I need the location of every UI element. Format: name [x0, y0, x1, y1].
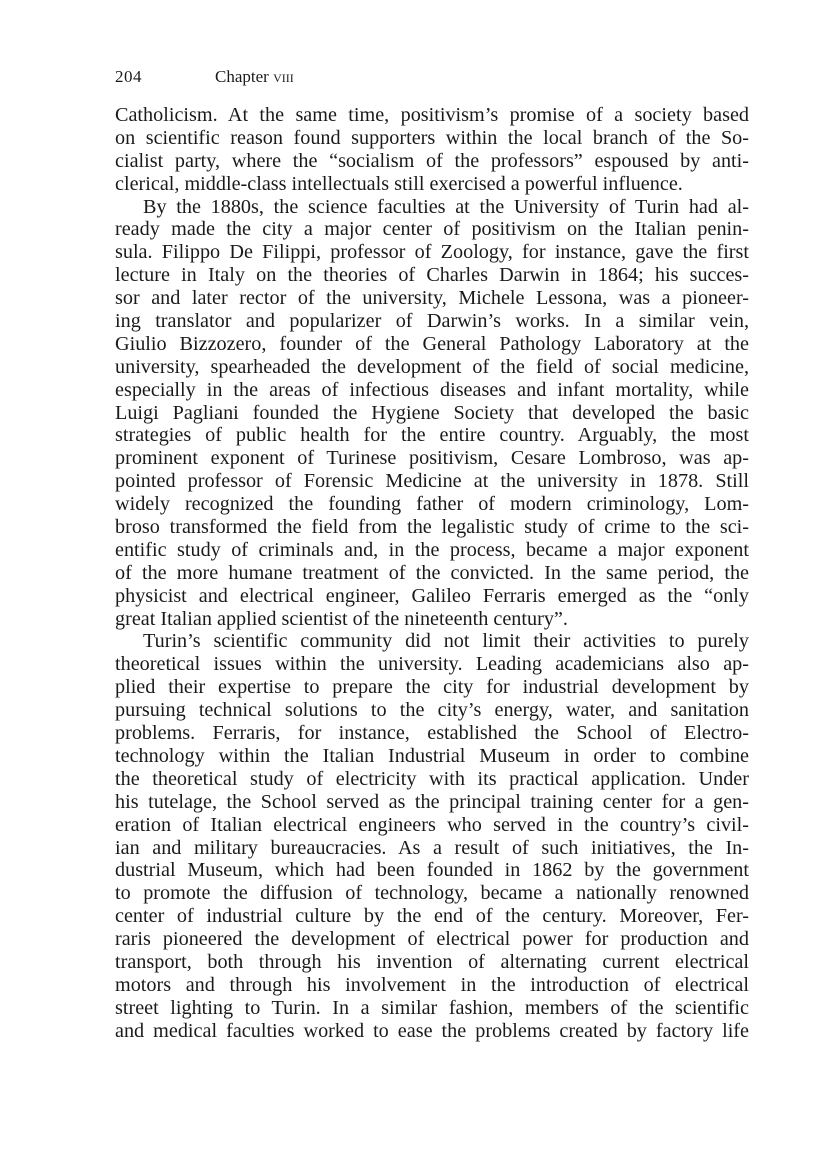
- text-line: the theoretical study of electricity with its practical application. Under: [115, 767, 749, 790]
- text-line: prominent exponent of Turinese positivism, Cesare Lombroso, was ap-: [115, 447, 749, 470]
- text-line: theoretical issues within the university. Leading academicians also ap-: [115, 653, 749, 676]
- text-line: technology within the Italian Industrial Museum in order to combine: [115, 744, 749, 767]
- text-line: sula. Filippo De Filippi, professor of Zoology, for instance, gave the first: [115, 241, 749, 264]
- text-line: center of industrial culture by the end of the century. Moreover, Fer-: [115, 905, 749, 928]
- text-line: of the more humane treatment of the convicted. In the same period, the: [115, 561, 749, 584]
- running-head: [115, 67, 294, 87]
- text-line: Luigi Pagliani founded the Hygiene Society that developed the basic: [115, 401, 749, 424]
- chapter-label: Chapter: [215, 67, 269, 86]
- text-line: By the 1880s, the science faculties at the University of Turin had al-: [143, 195, 749, 218]
- text-line: ian and military bureaucracies. As a result of such initiatives, the In-: [115, 836, 749, 859]
- text-line: Catholicism. At the same time, positivism’s promise of a society based: [115, 104, 749, 126]
- text-line: eration of Italian electrical engineers who served in the country’s civil-: [115, 813, 749, 836]
- text-line: Turin’s scientific community did not limit their activities to purely: [143, 630, 749, 653]
- text-line: university, spearheaded the development of the field of social medicine,: [115, 355, 749, 378]
- text-line: transport, both through his invention of alternating current electrical: [115, 950, 749, 973]
- text-line: clerical, middle-class intellectuals still exercised a powerful influence.: [115, 172, 683, 195]
- text-line: especially in the areas of infectious diseases and infant mortality, while: [115, 378, 749, 401]
- text-line: sor and later rector of the university, Michele Lessona, was a pioneer-: [115, 287, 749, 310]
- text-line: to promote the diffusion of technology, became a nationally renowned: [115, 882, 749, 905]
- text-line: and medical faculties worked to ease the problems created by factory life: [115, 1019, 749, 1042]
- text-line: lecture in Italy on the theories of Charles Darwin in 1864; his succes-: [115, 264, 749, 287]
- page-number: 204: [115, 67, 142, 86]
- text-line: street lighting to Turin. In a similar fashion, members of the scientific: [115, 996, 749, 1019]
- chapter-number: viii: [273, 67, 294, 86]
- text-line: ready made the city a major center of positivism on the Italian penin-: [115, 218, 749, 241]
- text-line: plied their expertise to prepare the city for industrial development by: [115, 676, 749, 699]
- text-line: broso transformed the field from the legalistic study of crime to the sci-: [115, 516, 749, 539]
- text-line: entific study of criminals and, in the process, became a major exponent: [115, 538, 749, 561]
- text-line: cialist party, where the “socialism of the professors” espoused by anti-: [115, 149, 749, 172]
- text-line: raris pioneered the development of electrical power for production and: [115, 928, 749, 951]
- text-line: widely recognized the founding father of modern criminology, Lom-: [115, 493, 749, 516]
- text-line: motors and through his involvement in the introduction of electrical: [115, 973, 749, 996]
- text-line: strategies of public health for the entire country. Arguably, the most: [115, 424, 749, 447]
- chapter-heading: [215, 67, 294, 87]
- text-line: great Italian applied scientist of the nineteenth century”.: [115, 607, 568, 630]
- text-line: ing translator and popularizer of Darwin’s works. In a similar vein,: [115, 310, 749, 333]
- text-line: on scientific reason found supporters within the local branch of the So-: [115, 126, 749, 149]
- text-line: Giulio Bizzozero, founder of the General Pathology Laboratory at the: [115, 332, 749, 355]
- text-line: pursuing technical solutions to the city’s energy, water, and sanitation: [115, 699, 749, 722]
- text-line: physicist and electrical engineer, Galileo Ferraris emerged as the “only: [115, 584, 749, 607]
- text-line: dustrial Museum, which had been founded in 1862 by the government: [115, 859, 749, 882]
- text-line: his tutelage, the School served as the principal training center for a gen-: [115, 790, 749, 813]
- body-text: [115, 104, 749, 1043]
- text-line: problems. Ferraris, for instance, established the School of Electro-: [115, 722, 749, 745]
- text-line: pointed professor of Forensic Medicine at the university in 1878. Still: [115, 470, 749, 493]
